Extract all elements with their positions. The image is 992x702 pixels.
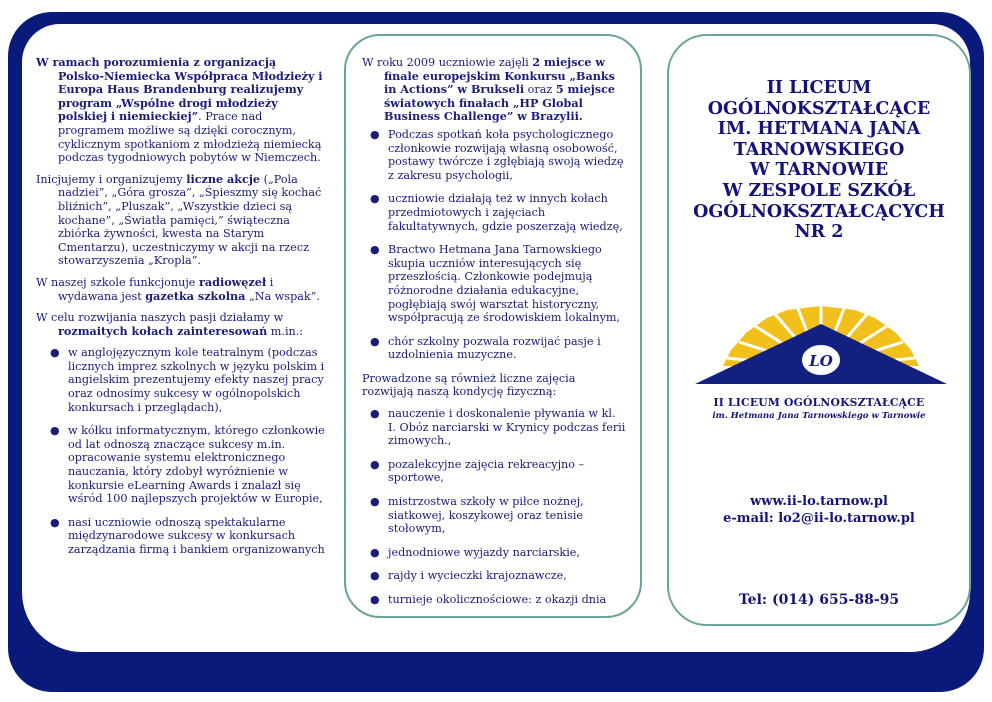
radio-intro: W naszej szkole funkcjonuje	[36, 275, 199, 289]
list-item	[362, 243, 626, 325]
cover-panel	[667, 34, 971, 626]
clubs-paragraph	[36, 311, 326, 338]
svg-text:LO: LO	[809, 352, 833, 370]
title-line: II LICEUM	[766, 78, 872, 98]
list-item-text: nasi uczniowie odnoszą spektakularne międzynarodowe sukcesy w konkursach zarządzania firmą i bankiem organizowanych	[68, 515, 325, 556]
list-item	[362, 335, 626, 362]
charity-intro: Inicjujemy i organizujemy	[36, 172, 187, 186]
bullet-icon: ●	[370, 243, 380, 257]
list-item	[362, 593, 626, 607]
clubs-bold: rozmaitych kołach zainteresowań	[58, 323, 268, 338]
title-line: W TARNOWIE	[749, 160, 889, 181]
radio-paragraph	[36, 276, 326, 303]
list-item-text: pozalekcyjne zajęcia rekreacyjno – sportowe,	[388, 457, 585, 485]
list-item-text: Podczas spotkań koła psychologicznego członkowie rozwijają własną osobowość, postawy twórcze i zgłębiają swoją wiedzę z zakresu psychologii,	[388, 127, 624, 182]
lo-emblem-icon	[801, 344, 841, 376]
list-item-text: chór szkolny pozwala rozwijać pasje i uzdolnienia muzyczne.	[388, 334, 601, 362]
bullet-icon: ●	[50, 424, 60, 438]
awards-and: oraz	[524, 83, 556, 97]
exchange-program-text: . Prace nad programem możliwe są dzięki corocznym, cyklicznym spotkaniom z młodzieżą niemiecką podczas tygodniowych pobytów w Niemczech.	[58, 110, 322, 165]
list-item	[362, 458, 626, 485]
list-item-text: nauczenie i doskonalenie pływania w kl. I. Obóz narciarski w Krynicy podczas ferii zimowych.,	[388, 407, 626, 448]
list-item	[362, 128, 626, 182]
awards-intro: W roku 2009 uczniowie zajęli	[362, 56, 533, 69]
logo-subtitle: im. Hetmana Jana Tarnowskiego w Tarnowie	[712, 411, 926, 421]
list-item-text: jednodniowe wyjazdy narciarskie,	[388, 545, 580, 559]
radio-text: i wydawana jest	[58, 275, 274, 303]
list-item-text: w kółku informatycznym, którego członkowie od lat odnoszą znaczące sukcesy m.in. opracowanie systemu elektronicznego nauczania, który zdobył wyróżnienie w konkursie eLearning Awards i znalazł się wśród 100 najlepszych projektów w Europie,	[68, 424, 325, 506]
title-line: W ZESPOLE SZKÓŁ	[722, 180, 916, 201]
bullet-icon: ●	[50, 515, 60, 529]
title-line: OGÓLNOKSZTAŁCĄCYCH	[693, 201, 945, 222]
bullet-icon: ●	[50, 346, 60, 360]
clubs-intro: W celu rozwijania naszych pasji działamy w	[36, 311, 284, 325]
list-item	[36, 346, 326, 414]
awards-bold-2: 5 miejsce światowych finałach „HP Global Business Challenge” w Brazylii.	[384, 82, 616, 124]
title-line: IM. HETMANA JANA	[717, 119, 921, 140]
awards-paragraph	[362, 56, 626, 124]
list-item	[362, 569, 626, 583]
bullet-icon: ●	[370, 495, 380, 509]
bullet-icon: ●	[370, 334, 380, 348]
list-item	[36, 424, 326, 506]
awards-bold-1: 2 miejsce w finale europejskim Konkursu „Banks in Actions” w Brukseli	[384, 55, 615, 97]
list-item-text: turnieje okolicznościowe: z okazji dnia	[388, 593, 607, 606]
clubs-text: m.in.:	[267, 324, 304, 338]
title-line: OGÓLNOKSZTAŁCĄCE	[707, 98, 931, 119]
website-link[interactable]: www.ii-lo.tarnow.pl	[750, 494, 888, 509]
phone-number: Tel: (014) 655-88-95	[738, 592, 900, 608]
bullet-icon: ●	[370, 127, 380, 141]
exchange-program-bold: W ramach porozumienia z organizacją Polsko-Niemiecka Współpraca Młodzieży i Europa Haus Brandenburg realizujemy program „Wspólne drogi młodzieży polskiej i niemieckiej”	[36, 55, 323, 124]
logo-school-name: II LICEUM OGÓLNOKSZTAŁCĄCE	[713, 396, 925, 409]
school-logo	[687, 288, 955, 398]
list-item	[362, 407, 626, 448]
sports-list	[362, 407, 626, 607]
list-item	[362, 546, 626, 560]
charity-text: („Pola nadziei”, „Góra grosza”, „Śpieszmy się kochać bliźnich”, „Pluszak”, „Wszystkie dzieci są kochane”, „Światła pamięci,” świąteczna zbiórka żywności, kwesta na Starym Cmentarzu), uczestniczymy w akcji na rzecz stowarzyszenia „Kropla”.	[58, 172, 322, 268]
sports-intro: Prowadzone są również liczne zajęcia rozwijają naszą kondycję fizyczną:	[362, 371, 576, 399]
school-title	[669, 78, 969, 243]
newspaper-bold: gazetka szkolna	[145, 288, 246, 303]
title-line: TARNOWSKIEGO	[733, 139, 905, 160]
middle-panel	[344, 34, 642, 618]
list-item	[36, 516, 326, 557]
clubs-list	[36, 346, 326, 556]
radio-bold: radiowęzeł	[198, 274, 267, 289]
list-item-text: rajdy i wycieczki krajoznawcze,	[388, 569, 567, 583]
list-item	[362, 192, 626, 233]
list-item-text: mistrzostwa szkoły w piłce nożnej, siatkowej, koszykowej oraz tenisie stołowym,	[388, 495, 584, 536]
email-link[interactable]: e-mail: lo2@ii-lo.tarnow.pl	[723, 511, 915, 526]
newspaper-name: „Na wspak”.	[245, 289, 320, 303]
bullet-icon: ●	[370, 407, 380, 421]
list-item-text: w anglojęzycznym kole teatralnym (podczas licznych imprez szkolnych w języku polskim i angielskim prezentujemy efekty naszej pracy oraz odnosimy sukcesy w ogólnopolskich konkursach i przeglądach),	[68, 346, 325, 414]
bullet-icon: ●	[370, 192, 380, 206]
charity-paragraph	[36, 173, 326, 268]
bullet-icon: ●	[370, 457, 380, 471]
list-item-text: Bractwo Hetmana Jana Tarnowskiego skupia uczniów interesujących się przeszłością. Członkowie podejmują różnorodne działania edukacyjne, pogłębiają swój warsztat historyczny, współpracują ze środowiskiem lokalnym,	[388, 243, 621, 325]
left-panel	[36, 56, 326, 567]
charity-bold: liczne akcje	[186, 171, 261, 186]
bullet-icon: ●	[370, 545, 380, 559]
list-item	[362, 495, 626, 536]
list-item-text: uczniowie działają też w innych kołach przedmiotowych i zajęciach fakultatywnych, gdzie poszerzają wiedzę,	[388, 192, 623, 233]
activities-list	[362, 128, 626, 362]
bullet-icon: ●	[370, 569, 380, 583]
exchange-paragraph	[36, 56, 326, 165]
bullet-icon: ●	[370, 593, 380, 606]
title-line: NR 2	[794, 222, 844, 243]
